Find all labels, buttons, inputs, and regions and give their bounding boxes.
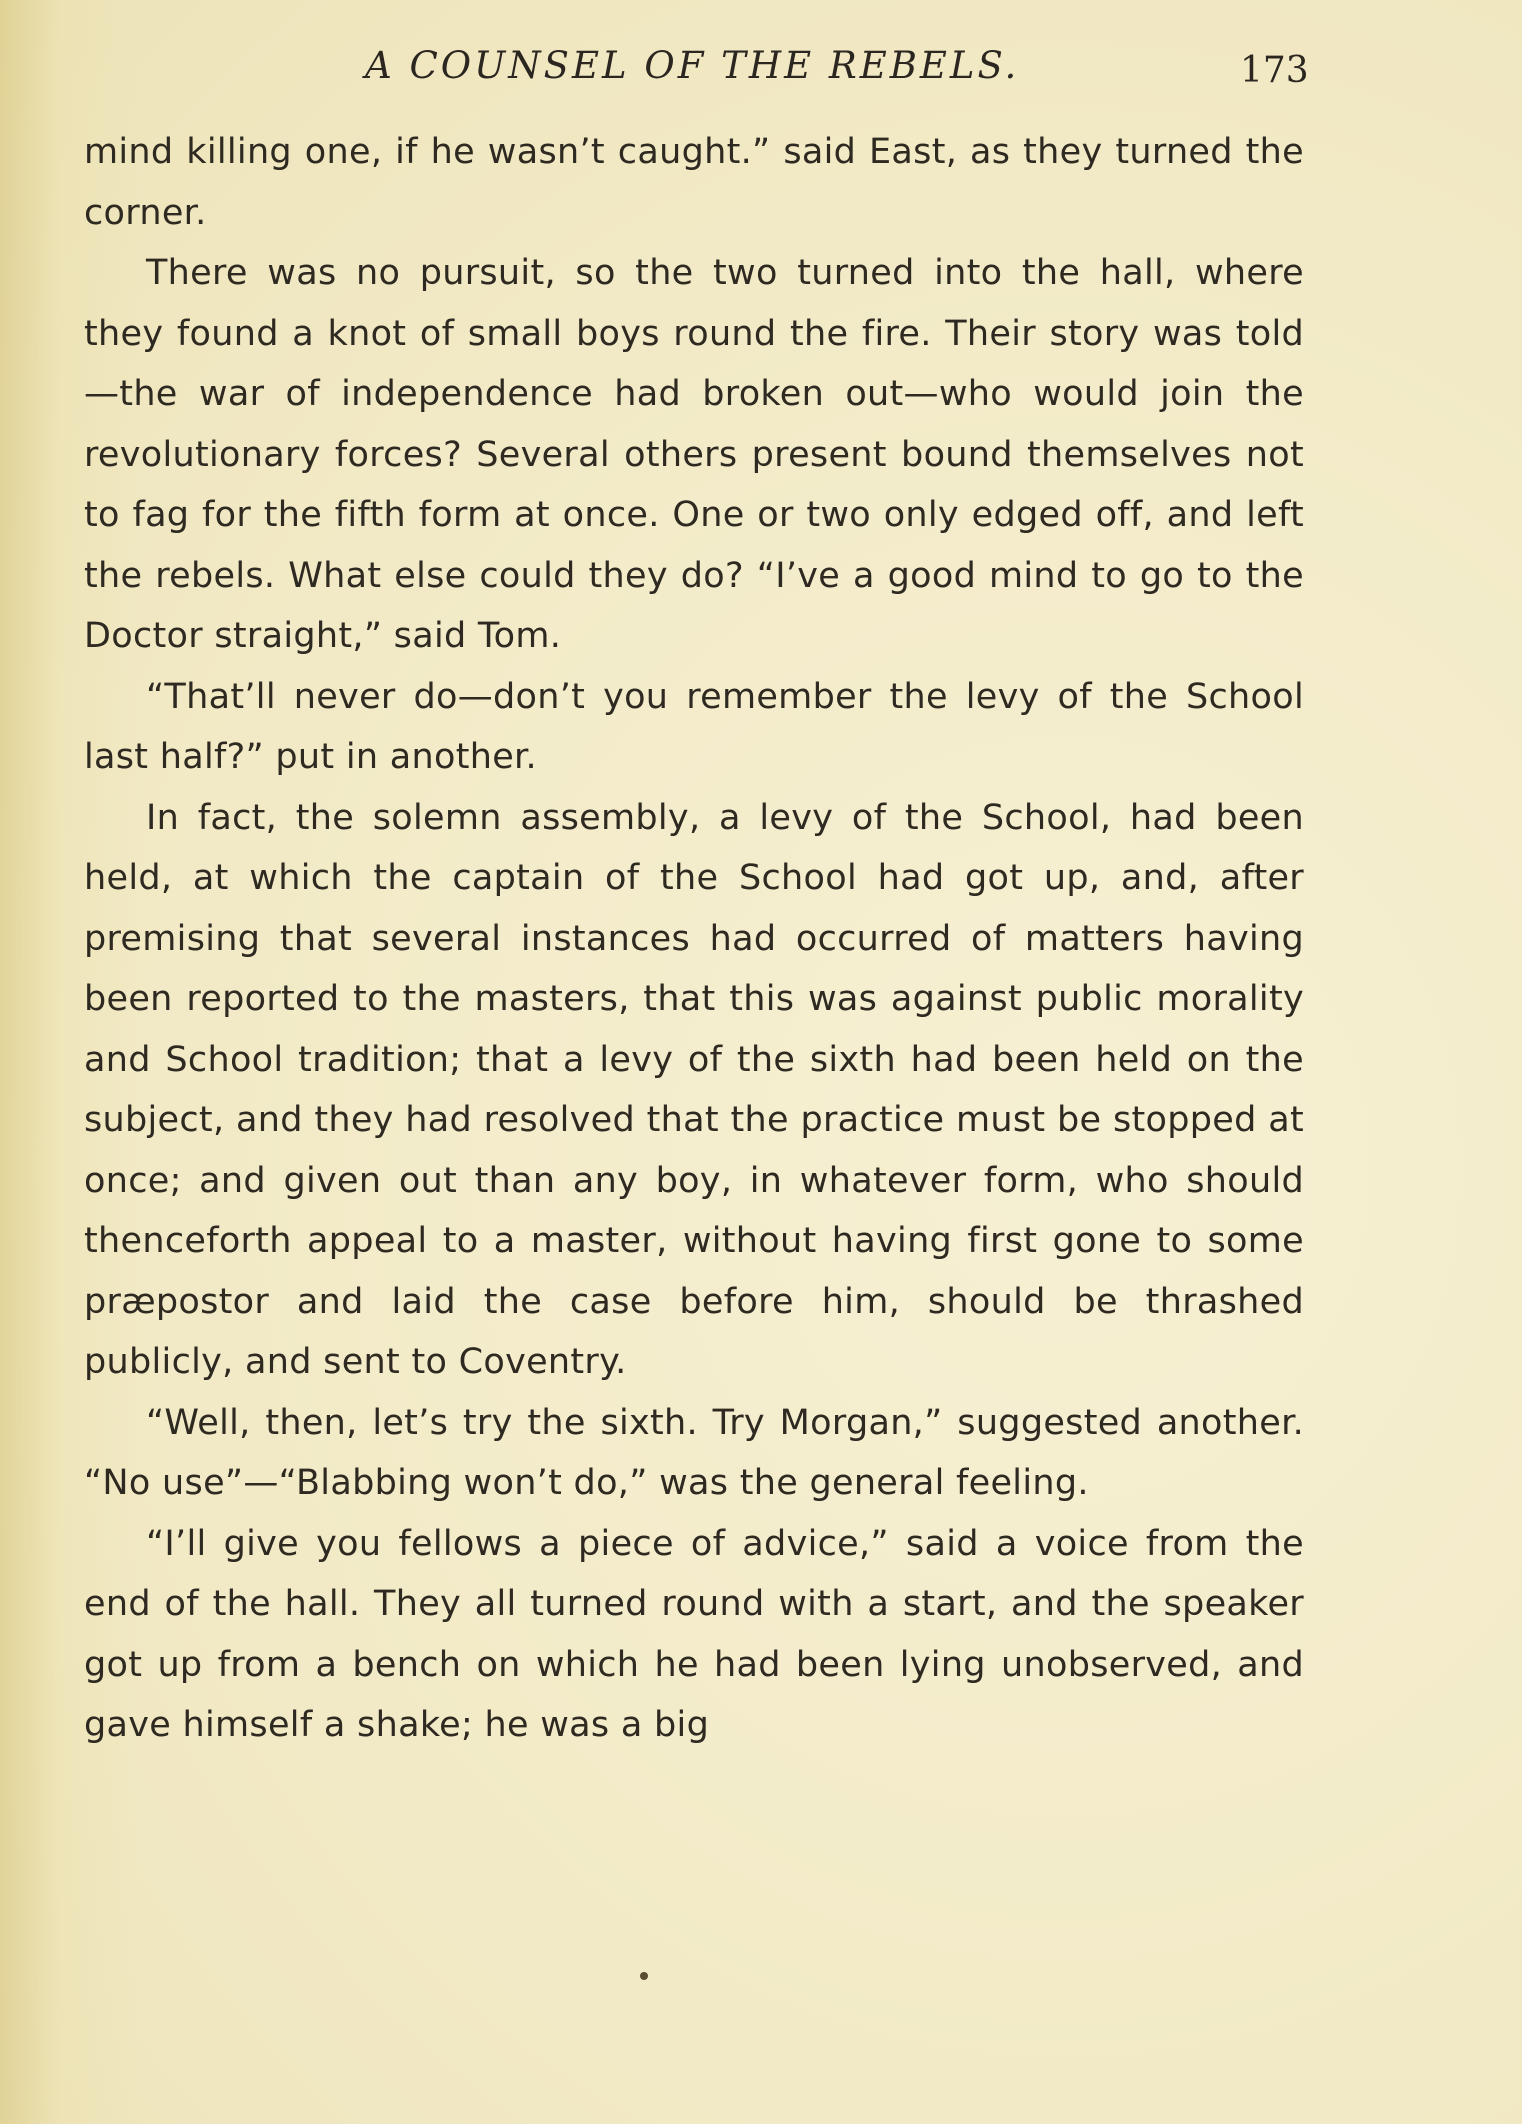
running-header bbox=[0, 44, 1522, 104]
running-title: A COUNSEL OF THE REBELS. bbox=[365, 44, 1020, 87]
paragraph: There was no pursuit, so the two turned into the hall, where they found a knot of small boys round the fire. Their story was told—the war of independence had broken out—who would join the revolutionary forces? Several others present bound themselves not to fag for the fifth form at once. One or two only edged off, and left the rebels. What else could they do? “I’ve a good mind to go to the Doctor straight,” said Tom. bbox=[84, 253, 1304, 656]
page-number: 173 bbox=[1240, 50, 1309, 91]
paragraph-continued: mind killing one, if he wasn’t caught.” said East, as they turned the corner. bbox=[84, 132, 1304, 233]
bottom-ornament-dot bbox=[640, 1972, 648, 1980]
paragraph: In fact, the solemn assembly, a levy of the School, had been held, at which the captain of the School had got up, and, after premising that several instances had occurred of matters having been reported to the masters, that this was against public morality and School tradition; that a levy of the sixth had been held on the subject, and they had resolved that the practice must be stopped at once; and given out than any boy, in whatever form, who should thenceforth appeal to a master, without having first gone to some præpostor and laid the case before him, should be thrashed publicly, and sent to Coventry. bbox=[84, 797, 1304, 1382]
paragraph: “That’ll never do—don’t you remember the levy of the School last half?” put in another. bbox=[84, 676, 1304, 777]
body-text bbox=[84, 122, 1304, 1756]
paragraph: “Well, then, let’s try the sixth. Try Morgan,” suggested another. “No use”—“Blabbing won’t do,” was the general feeling. bbox=[84, 1402, 1304, 1503]
paragraph: “I’ll give you fellows a piece of advice,” said a voice from the end of the hall. They all turned round with a start, and the speaker got up from a bench on which he had been lying unobserved, and gave himself a shake; he was a big bbox=[84, 1523, 1304, 1745]
